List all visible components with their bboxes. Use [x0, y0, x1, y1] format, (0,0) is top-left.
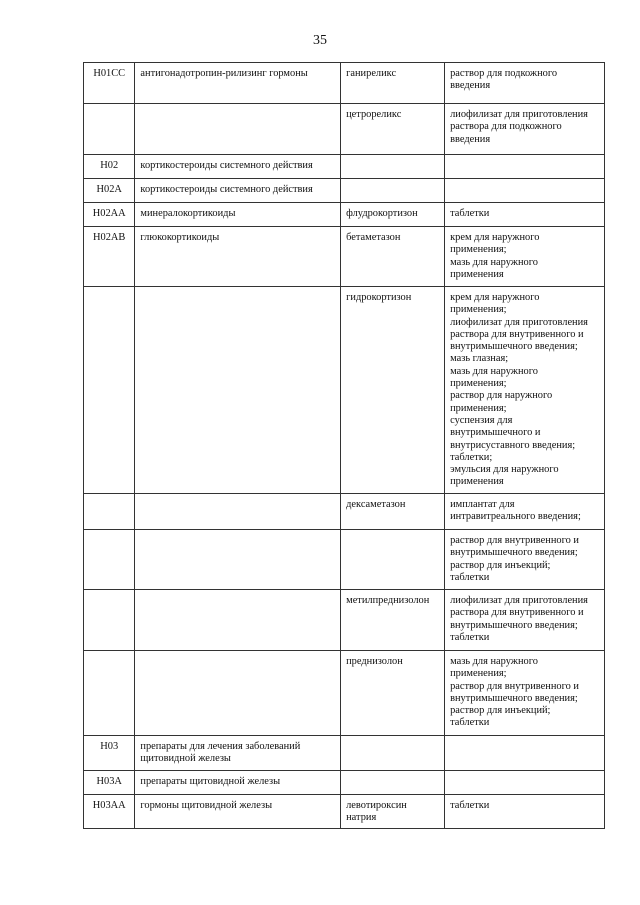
group-cell: [135, 651, 341, 736]
form-cell: имплантат для интравитреального введения;: [445, 494, 605, 530]
table-row: [84, 771, 605, 795]
form-cell: раствор для подкожного введения: [445, 63, 605, 104]
group-cell: [135, 590, 341, 651]
atc-code-cell: [84, 494, 135, 530]
atc-code-cell: H02AA: [84, 203, 135, 227]
atc-code-cell: H02A: [84, 179, 135, 203]
group-cell: [135, 530, 341, 590]
group-cell: препараты щитовидной железы: [135, 771, 341, 795]
form-cell: мазь для наружного применения; раствор для внутривенного и внутримышечного введения; раствор для инъекций; таблетки: [445, 651, 605, 736]
atc-code-cell: [84, 104, 135, 155]
atc-code-cell: H03AA: [84, 795, 135, 829]
atc-code-cell: [84, 287, 135, 494]
drug-cell: [341, 771, 445, 795]
page-number: 35: [313, 33, 327, 48]
table-row: [84, 227, 605, 287]
form-cell: лиофилизат для приготовления раствора для подкожного введения: [445, 104, 605, 155]
group-cell: [135, 287, 341, 494]
group-cell: [135, 494, 341, 530]
form-cell: раствор для внутривенного и внутримышечного введения; раствор для инъекций; таблетки: [445, 530, 605, 590]
group-cell: препараты для лечения заболеваний щитовидной железы: [135, 736, 341, 771]
table-row: [84, 736, 605, 771]
drug-cell: цетрореликс: [341, 104, 445, 155]
drug-cell: флудрокортизон: [341, 203, 445, 227]
table-row: [84, 494, 605, 530]
group-cell: кортикостероиды системного действия: [135, 179, 341, 203]
atc-code-cell: H03A: [84, 771, 135, 795]
atc-code-cell: [84, 651, 135, 736]
table-row: [84, 590, 605, 651]
atc-code-cell: [84, 590, 135, 651]
form-cell: таблетки: [445, 203, 605, 227]
form-cell: лиофилизат для приготовления раствора для внутривенного и внутримышечного введения; таблетки: [445, 590, 605, 651]
drug-cell: [341, 736, 445, 771]
table-row: [84, 530, 605, 590]
drug-cell: [341, 155, 445, 179]
form-cell: [445, 771, 605, 795]
group-cell: антигонадотропин-рилизинг гормоны: [135, 63, 341, 104]
table-row: [84, 203, 605, 227]
atc-code-cell: H03: [84, 736, 135, 771]
table-row: [84, 179, 605, 203]
drug-cell: преднизолон: [341, 651, 445, 736]
drug-cell: [341, 179, 445, 203]
drug-cell: метилпреднизолон: [341, 590, 445, 651]
drug-cell: ганиреликс: [341, 63, 445, 104]
form-cell: крем для наружного применения; лиофилизат для приготовления раствора для внутривенного и внутримышечного введения; мазь глазная; мазь для наружного применения; раствор для наружного применения; суспензия для внутримышечного и внутрисуставного введения; таблетки; эмульсия для наружного применения: [445, 287, 605, 494]
group-cell: гормоны щитовидной железы: [135, 795, 341, 829]
table-row: [84, 104, 605, 155]
atc-code-cell: H02: [84, 155, 135, 179]
drug-cell: левотироксин натрия: [341, 795, 445, 829]
form-cell: таблетки: [445, 795, 605, 829]
group-cell: [135, 104, 341, 155]
table-row: [84, 651, 605, 736]
atc-code-cell: H01CC: [84, 63, 135, 104]
drug-cell: [341, 530, 445, 590]
group-cell: минералокортикоиды: [135, 203, 341, 227]
form-cell: [445, 736, 605, 771]
drug-cell: бетаметазон: [341, 227, 445, 287]
drug-cell: дексаметазон: [341, 494, 445, 530]
atc-code-cell: H02AB: [84, 227, 135, 287]
form-cell: крем для наружного применения; мазь для наружного применения: [445, 227, 605, 287]
atc-code-cell: [84, 530, 135, 590]
form-cell: [445, 179, 605, 203]
group-cell: глюкокортикоиды: [135, 227, 341, 287]
table-row: [84, 287, 605, 494]
table-row: [84, 63, 605, 104]
table-row: [84, 155, 605, 179]
drug-table: [83, 62, 605, 829]
form-cell: [445, 155, 605, 179]
group-cell: кортикостероиды системного действия: [135, 155, 341, 179]
drug-cell: гидрокортизон: [341, 287, 445, 494]
table-row: [84, 795, 605, 829]
